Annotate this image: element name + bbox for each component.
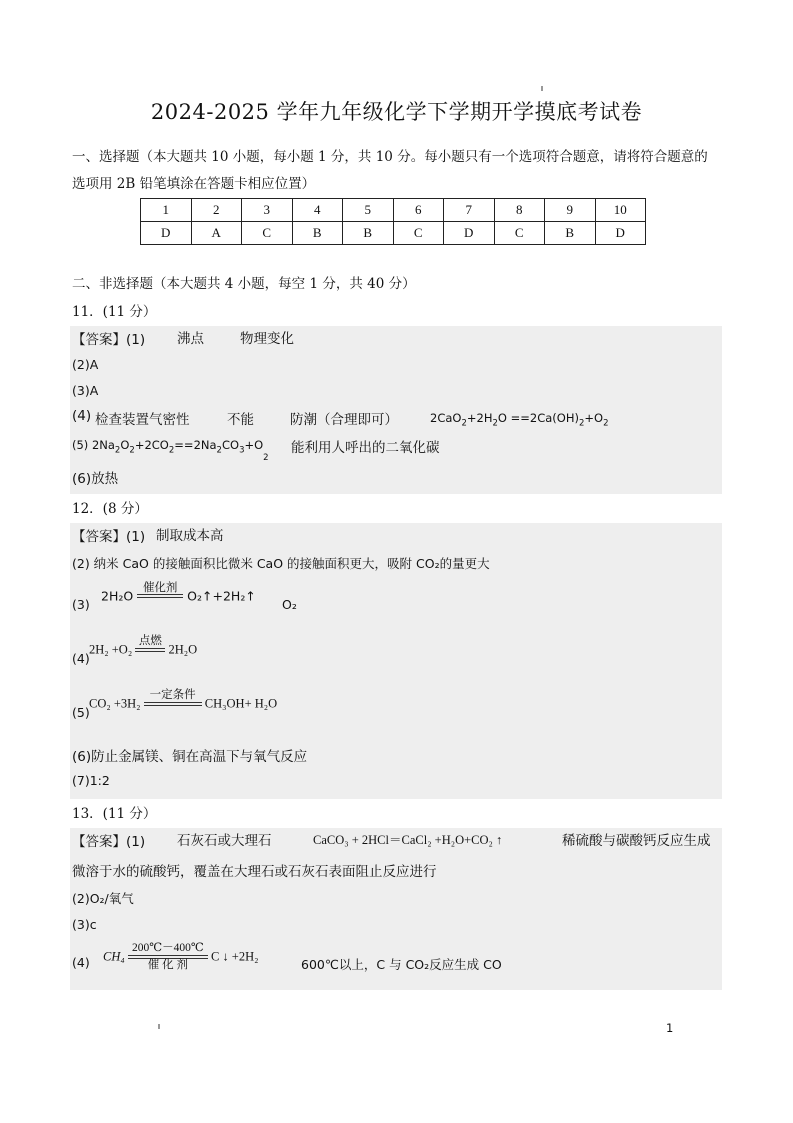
q11-answer-4-label: (4) (72, 408, 92, 424)
eq-part: +2CO (134, 438, 169, 452)
q13-answer-2: (2)O₂/氧气 (72, 891, 134, 906)
eq-part: ==2Na (174, 438, 217, 452)
section1-line2: 选项用 2B 铅笔填涂在答题卡相应位置） (72, 176, 316, 192)
q13-answer-4b: 600℃以上，C 与 CO₂反应生成 CO (301, 957, 502, 972)
q11-answer-5b: 能利用人呼出的二氧化碳 (291, 440, 440, 456)
table-cell: 2 (191, 199, 242, 222)
q12-answer-4-label: (4) (72, 651, 90, 666)
q11-answer-4-equation: $2CaO_2+2H_2O ==2Ca(OH)_2+O_2$ (430, 411, 609, 429)
q12-answer-3-label: (3) (72, 597, 90, 612)
page-title: 2024-2025 学年九年级化学下学期开学摸底考试卷 (150, 100, 643, 124)
table-cell: D (595, 222, 646, 245)
answer-table-number-row (141, 199, 646, 222)
condition-text: 催化剂 (142, 580, 178, 594)
table-cell: 10 (595, 199, 646, 222)
table-cell: D (141, 222, 192, 245)
q11-answer-3: (3)A (72, 383, 99, 398)
bottom-mark (158, 1024, 160, 1029)
table-cell: 1 (141, 199, 192, 222)
q11-answer-6: (6)放热 (72, 471, 119, 487)
eq-part: 2CaO (430, 411, 462, 425)
q12-header: 12．(8 分） (72, 501, 148, 517)
section2-heading: 二、非选择题（本大题共 4 小题，每空 1 分，共 40 分） (72, 276, 416, 292)
eq-part: CO (221, 438, 240, 452)
q11-answer-4c: 防潮（合理即可） (290, 412, 398, 428)
condition-bottom: 催 化 剂 (147, 959, 188, 971)
table-cell: 6 (393, 199, 444, 222)
q11-answer-1a: 沸点 (177, 331, 204, 347)
table-cell: 7 (444, 199, 495, 222)
q12-answer-2: (2) 纳米 CaO 的接触面积比微米 CaO 的接触面积更大，吸附 CO₂的量更大 (72, 556, 490, 571)
q11-header: 11．(11 分） (72, 304, 157, 320)
eq-left: CO₂ +3H₂ (89, 696, 141, 711)
section1-line1: 一、选择题（本大题共 10 小题，每小题 1 分，共 10 分。每小题只有一个选项符合题意，请将符合题意的 (72, 149, 708, 165)
q13-answer-1-equation: CaCO₃ + 2HCl＝CaCl₂ +H₂O+CO₂ ↑ (313, 833, 503, 847)
q11-answer-label: 【答案】(1) (72, 332, 146, 348)
q13-answer-3: (3)c (72, 917, 97, 932)
q12-answer-label: 【答案】(1) (72, 529, 146, 545)
q12-answer-6: (6)防止金属镁、铜在高温下与氧气反应 (72, 749, 308, 765)
q12-answer-4-equation (89, 635, 197, 665)
q12-answer-3-equation (101, 581, 256, 611)
table-cell: C (393, 222, 444, 245)
table-cell: 3 (242, 199, 293, 222)
q12-answer-7: (7)1:2 (72, 773, 110, 788)
q13-answer-label: 【答案】(1) (72, 834, 146, 850)
eq-right: CH₃OH+ H₂O (204, 696, 278, 711)
answer-table-answer-row (141, 222, 646, 245)
q12-answer-5-label: (5) (72, 705, 90, 720)
table-cell: B (545, 222, 596, 245)
table-cell: C (494, 222, 545, 245)
q13-answer-4-equation (103, 942, 259, 972)
eq-condition (137, 581, 183, 611)
eq-left: 2H₂ +O₂ (89, 642, 133, 657)
eq-part: O ==2Ca(OH) (497, 411, 579, 425)
eq-part: +2H (466, 411, 493, 425)
q13-answer-1c-line2: 微溶于水的硫酸钙，覆盖在大理石或石灰石表面阻止反应进行 (72, 864, 437, 880)
q13-header: 13．(11 分） (72, 806, 157, 822)
eq-right: C ↓ +2H₂ (210, 949, 259, 964)
q11-answer-2: (2)A (72, 357, 99, 372)
condition-text: 点燃 (138, 635, 162, 647)
q13-answer-4-label: (4) (72, 955, 90, 970)
q12-answer-3b: O₂ (282, 597, 297, 612)
eq-part: +O (244, 438, 264, 452)
table-cell: 4 (292, 199, 343, 222)
q11-answer-4b: 不能 (227, 412, 254, 428)
table-cell: 8 (494, 199, 545, 222)
eq-part: +O (584, 411, 604, 425)
condition-top: 200℃－400℃ (131, 942, 204, 954)
eq-condition (144, 689, 202, 719)
table-cell: 9 (545, 199, 596, 222)
page-number: 1 (666, 1021, 674, 1035)
q12-answer-5-equation (89, 689, 277, 719)
q13-answer-1c-line1: 稀硫酸与碳酸钙反应生成 (562, 833, 711, 849)
table-cell: 5 (343, 199, 394, 222)
eq-condition (128, 942, 208, 972)
q11-answer-4a: 检查装置气密性 (95, 412, 190, 428)
eq-left: CH₄ (103, 949, 125, 964)
table-cell: B (292, 222, 343, 245)
eq-right: 2H₂O (168, 642, 198, 657)
q12-answer-1: 制取成本高 (156, 528, 224, 544)
q13-answer-1a: 石灰石或大理石 (177, 833, 272, 849)
eq-right: O₂↑+2H₂↑ (187, 588, 256, 604)
condition-text: 一定条件 (149, 689, 196, 701)
top-mark (541, 86, 543, 91)
eq-part: (5) 2Na (72, 438, 115, 452)
table-cell: B (343, 222, 394, 245)
eq-condition (135, 635, 165, 665)
q11-answer-5-equation: (5) $2Na_2O_2+2CO_2==2Na_2CO_3+O_2$ (72, 438, 269, 464)
table-cell: C (242, 222, 293, 245)
answer-table (140, 198, 646, 245)
q11-answer-1b: 物理变化 (240, 331, 294, 347)
table-cell: A (191, 222, 242, 245)
eq-part: O (120, 438, 130, 452)
table-cell: D (444, 222, 495, 245)
eq-left: 2H₂O (101, 588, 134, 604)
